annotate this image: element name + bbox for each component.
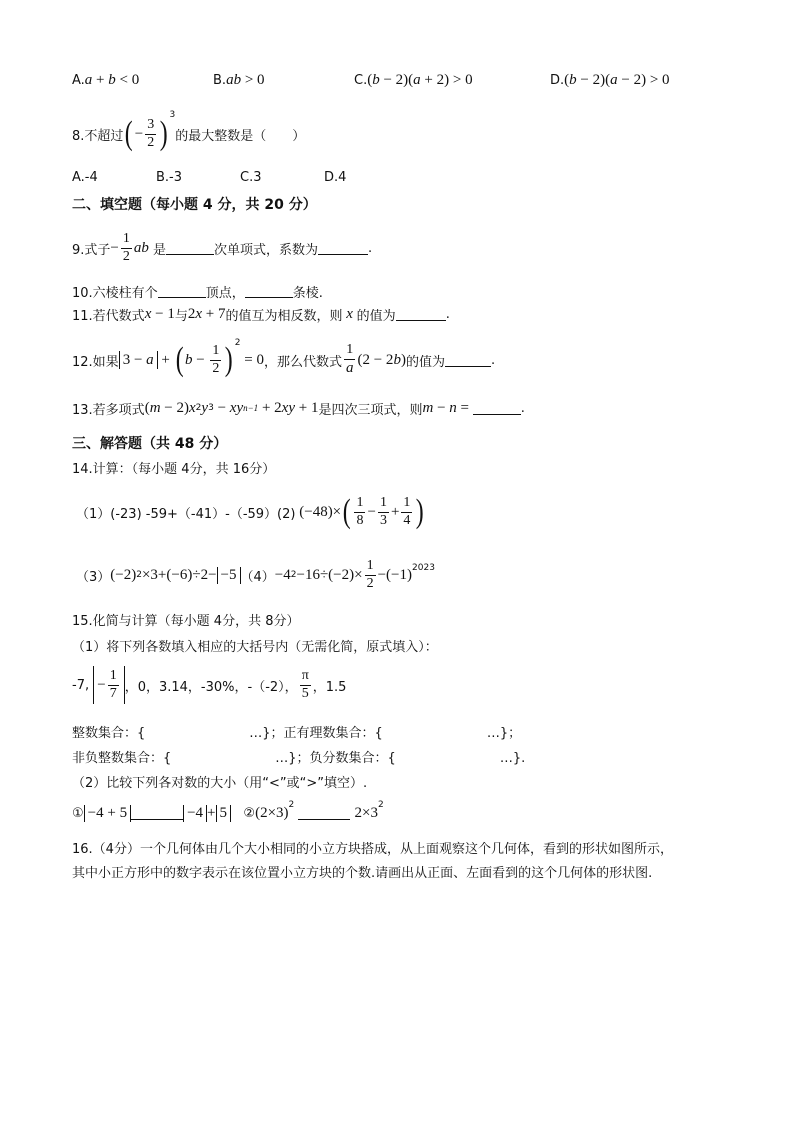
q14-part34: （3） (−2) 2 ×3+(−6)÷2− −5 （4） −4 2 −16÷(−2)× $\frac{1}{2}$ −(−1) $^{2023}$ <box>76 557 435 591</box>
q13: 13.若多项式 ( m − 2) x 2 y 3 − xy n−1 + 2 xy + 1 是四次三项式，则 m − n = . <box>72 399 525 418</box>
q9-blank-degree[interactable] <box>166 242 214 255</box>
q15-sets-line1: 整数集合：{ …}；正有理数集合：{ …}； <box>72 726 522 741</box>
q12-fraction: $\frac{1}{2}$ <box>212 342 220 376</box>
q14-part12: （1）(-23) -59+（-41）-（-59）(2) (−48)× ( $\frac{1}{8}$ − $\frac{1}{3}$ + $\frac{1}{4}$ ) <box>76 493 425 530</box>
q9-fraction: $\frac{1}{2}$ <box>122 230 130 264</box>
q9: 9.式子 − $\frac{1}{2}$ ab 是 次单项式，系数为 . <box>72 230 373 264</box>
q12-blank[interactable] <box>445 354 491 367</box>
q8-options <box>72 170 346 185</box>
q10-blank-edges[interactable] <box>245 285 293 298</box>
q15-sub1: （1）将下列各数填入相应的大括号内（无需化简，原式填入）： <box>72 640 438 655</box>
q16-line2: 其中小正方形中的数字表示在该位置小立方块的个数.请画出从正面、左面看到的这个几何体的形状图. <box>72 866 653 881</box>
q14-title: 14.计算：（每小题 4分，共 16分） <box>72 462 276 477</box>
q15-blank-2[interactable] <box>298 807 350 820</box>
q8-option-c: C.3 <box>240 170 262 185</box>
q7-option-d: D. ( b − 2)( a − 2) > 0 <box>550 71 670 88</box>
q8-suffix: 的最大整数是（ ） <box>175 128 306 144</box>
q8-fraction: $\frac{3}{2}$ <box>147 116 155 150</box>
q16-line1: 16.（4分）一个几何体由几个大小相同的小立方块搭成，从上面观察这个几何体，看到的形状如图所示， <box>72 842 673 857</box>
q11-blank[interactable] <box>396 308 446 321</box>
q8-exponent: 3 <box>169 110 176 120</box>
q15-sub2: （2）比较下列各对数的大小（用“<”或“>”填空）. <box>72 776 368 791</box>
q8-stem: 8.不超过 ( − $\frac{3}{2}$ ) $^3$ 的最大整数是（ ） <box>72 110 306 152</box>
q7-option-b: B. ab > 0 <box>213 71 265 88</box>
q7-option-c: C. ( b − 2)( a + 2) > 0 <box>354 71 473 88</box>
q11: 11.若代数式 x − 1 与 2 x + 7 的值互为相反数，则 x 的值为 . <box>72 306 450 324</box>
q8-option-b: B.-3 <box>156 170 183 185</box>
q15-blank-1[interactable] <box>131 807 183 820</box>
section3-title: 三、解答题（共 48 分） <box>72 436 228 452</box>
q15-title: 15.化简与计算（每小题 4分，共 8分） <box>72 614 300 629</box>
q9-blank-coefficient[interactable] <box>318 242 368 255</box>
q15-compare: ① −4 + 5 −4 + 5 ② (2×3) $^2$ 2×3 $^2$ <box>72 800 384 821</box>
q10: 10.六棱柱有个 顶点， 条棱. <box>72 286 323 301</box>
q7-options <box>72 70 670 90</box>
q12: 12.如果 3 − a + ( b − $\frac{1}{2}$ ) $^2$ = 0 ，那么代数式 $\frac{1}{a}$ (2 − 2 b ) 的值为 . <box>72 338 496 378</box>
q7-option-a: A. a + b < 0 <box>72 71 140 88</box>
q13-blank[interactable] <box>473 402 521 415</box>
q15-numbers: -7, − $\frac{1}{7}$ ，0，3.14，-30%，-（-2）， $\frac{\pi}{5}$ ，1.5 <box>72 662 346 708</box>
q15-sets-line2: 非负整数集合：{ …}；负分数集合：{ …}. <box>72 751 526 766</box>
section2-title: 二、填空题（每小题 4 分，共 20 分） <box>72 197 317 213</box>
q10-blank-vertices[interactable] <box>158 285 206 298</box>
q8-option-d: D.4 <box>324 170 347 185</box>
q8-option-a: A.-4 <box>72 170 98 185</box>
q8-prefix: 8.不超过 <box>72 128 124 144</box>
